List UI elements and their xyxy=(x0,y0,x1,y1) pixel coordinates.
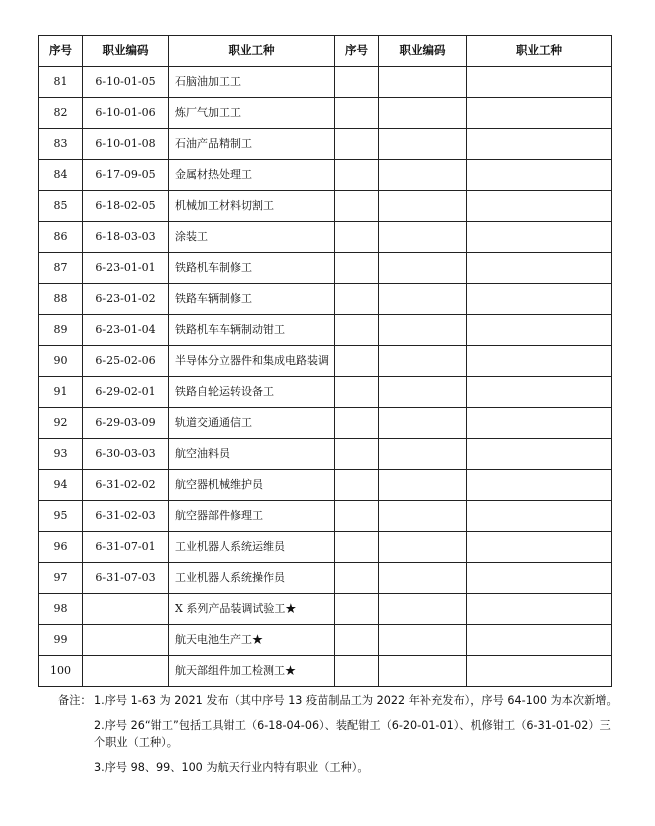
code-cell: 6-10-01-08 xyxy=(83,129,169,160)
occupation-cell xyxy=(169,470,335,501)
occupation-cell-empty xyxy=(467,501,612,532)
occupation-text: 石油产品精制工 xyxy=(175,137,252,151)
occupation-cell xyxy=(169,315,335,346)
table-row xyxy=(39,439,612,470)
occupation-text: 涂装工 xyxy=(175,230,208,244)
table-row xyxy=(39,501,612,532)
occupation-cell xyxy=(169,625,335,656)
serial-cell: 97 xyxy=(39,563,83,594)
occupation-cell-empty xyxy=(467,625,612,656)
table-row xyxy=(39,346,612,377)
table-body xyxy=(39,67,612,687)
code-cell: 6-25-02-06 xyxy=(83,346,169,377)
occupation-text: 轨道交通通信工 xyxy=(175,416,252,430)
code-cell: 6-23-01-02 xyxy=(83,284,169,315)
code-cell: 6-23-01-01 xyxy=(83,253,169,284)
serial-cell-empty xyxy=(335,222,379,253)
occupation-cell-empty xyxy=(467,346,612,377)
occupation-cell-empty xyxy=(467,563,612,594)
serial-cell-empty xyxy=(335,191,379,222)
code-cell xyxy=(83,625,169,656)
occupation-cell xyxy=(169,191,335,222)
occupation-text: 机械加工材料切割工 xyxy=(175,199,274,213)
occupation-cell-empty xyxy=(467,284,612,315)
code-cell: 6-31-02-02 xyxy=(83,470,169,501)
table-row xyxy=(39,408,612,439)
code-cell xyxy=(83,594,169,625)
occupation-text: 工业机器人系统操作员 xyxy=(175,571,285,585)
code-cell-empty xyxy=(379,253,467,284)
code-cell-empty xyxy=(379,315,467,346)
code-cell-empty xyxy=(379,532,467,563)
serial-cell: 100 xyxy=(39,656,83,687)
header-serial-left: 序号 xyxy=(39,36,83,67)
code-cell: 6-29-03-09 xyxy=(83,408,169,439)
code-cell-empty xyxy=(379,160,467,191)
table-row xyxy=(39,98,612,129)
table-row xyxy=(39,532,612,563)
occupation-cell-empty xyxy=(467,532,612,563)
serial-cell: 85 xyxy=(39,191,83,222)
occupation-cell xyxy=(169,222,335,253)
code-cell: 6-17-09-05 xyxy=(83,160,169,191)
code-cell-empty xyxy=(379,656,467,687)
code-cell: 6-30-03-03 xyxy=(83,439,169,470)
occupation-text: 铁路机车车辆制动钳工 xyxy=(175,323,285,337)
serial-cell: 88 xyxy=(39,284,83,315)
code-cell-empty xyxy=(379,470,467,501)
occupation-cell-empty xyxy=(467,129,612,160)
occupation-cell xyxy=(169,67,335,98)
occupation-cell-empty xyxy=(467,222,612,253)
serial-cell: 89 xyxy=(39,315,83,346)
serial-cell-empty xyxy=(335,346,379,377)
code-cell-empty xyxy=(379,346,467,377)
code-cell-empty xyxy=(379,625,467,656)
serial-cell-empty xyxy=(335,129,379,160)
note-text: 2.序号 26“钳工”包括工具钳工（6-18-04-06）、装配钳工（6-20-01-01）、机修钳工（6-31-01-02）三个职业（工种）。 xyxy=(94,719,611,749)
occupation-cell-empty xyxy=(467,67,612,98)
occupation-cell xyxy=(169,377,335,408)
occupation-cell xyxy=(169,501,335,532)
table-header-row xyxy=(39,36,612,67)
occupation-cell-empty xyxy=(467,656,612,687)
occupation-text: 航空油料员 xyxy=(175,447,230,461)
occupation-text: 铁路自轮运转设备工 xyxy=(175,385,274,399)
serial-cell-empty xyxy=(335,253,379,284)
serial-cell-empty xyxy=(335,408,379,439)
table-row xyxy=(39,563,612,594)
occupation-text: 铁路车辆制修工 xyxy=(175,292,252,306)
serial-cell: 81 xyxy=(39,67,83,98)
occupation-text: 航空器部件修理工 xyxy=(175,509,263,523)
table-row xyxy=(39,315,612,346)
serial-cell-empty xyxy=(335,284,379,315)
occupation-table xyxy=(38,35,612,687)
note-text: 1.序号 1-63 为 2021 发布（其中序号 13 疫苗制品工为 2022 年补充发布），序号 64-100 为本次新增。 xyxy=(94,694,618,707)
code-cell-empty xyxy=(379,594,467,625)
serial-cell-empty xyxy=(335,160,379,191)
occupation-cell-empty xyxy=(467,439,612,470)
code-cell-empty xyxy=(379,408,467,439)
occupation-text: 铁路机车制修工 xyxy=(175,261,252,275)
serial-cell-empty xyxy=(335,563,379,594)
occupation-cell xyxy=(169,284,335,315)
occupation-cell-empty xyxy=(467,408,612,439)
serial-cell: 86 xyxy=(39,222,83,253)
occupation-text: 石脑油加工工 xyxy=(175,75,241,89)
code-cell: 6-18-02-05 xyxy=(83,191,169,222)
serial-cell: 92 xyxy=(39,408,83,439)
occupation-cell xyxy=(169,160,335,191)
occupation-text: 航天电池生产工★ xyxy=(175,633,263,647)
occupation-cell-empty xyxy=(467,315,612,346)
serial-cell: 90 xyxy=(39,346,83,377)
code-cell-empty xyxy=(379,67,467,98)
table-row xyxy=(39,253,612,284)
header-code-left: 职业编码 xyxy=(83,36,169,67)
table-row xyxy=(39,129,612,160)
occupation-cell xyxy=(169,563,335,594)
serial-cell: 93 xyxy=(39,439,83,470)
serial-cell-empty xyxy=(335,532,379,563)
code-cell-empty xyxy=(379,191,467,222)
notes-label: 备注： xyxy=(58,694,92,707)
serial-cell: 91 xyxy=(39,377,83,408)
occupation-text: 工业机器人系统运维员 xyxy=(175,540,285,554)
serial-cell-empty xyxy=(335,67,379,98)
serial-cell: 99 xyxy=(39,625,83,656)
occupation-cell-empty xyxy=(467,253,612,284)
occupation-text: 半导体分立器件和集成电路装调 xyxy=(175,354,329,368)
occupation-text: 航空器机械维护员 xyxy=(175,478,263,492)
occupation-cell xyxy=(169,532,335,563)
occupation-cell xyxy=(169,129,335,160)
occupation-cell-empty xyxy=(467,377,612,408)
code-cell-empty xyxy=(379,222,467,253)
code-cell: 6-31-02-03 xyxy=(83,501,169,532)
code-cell: 6-18-03-03 xyxy=(83,222,169,253)
header-occupation-right: 职业工种 xyxy=(467,36,612,67)
note-item xyxy=(58,692,618,709)
code-cell-empty xyxy=(379,501,467,532)
serial-cell: 98 xyxy=(39,594,83,625)
table-row xyxy=(39,284,612,315)
serial-cell: 87 xyxy=(39,253,83,284)
serial-cell-empty xyxy=(335,470,379,501)
occupation-cell xyxy=(169,408,335,439)
note-item xyxy=(58,759,618,776)
occupation-cell xyxy=(169,346,335,377)
code-cell-empty xyxy=(379,284,467,315)
header-code-right: 职业编码 xyxy=(379,36,467,67)
code-cell: 6-31-07-03 xyxy=(83,563,169,594)
serial-cell: 94 xyxy=(39,470,83,501)
occupation-cell-empty xyxy=(467,191,612,222)
table-row xyxy=(39,470,612,501)
occupation-cell xyxy=(169,253,335,284)
serial-cell-empty xyxy=(335,656,379,687)
code-cell: 6-31-07-01 xyxy=(83,532,169,563)
serial-cell: 95 xyxy=(39,501,83,532)
occupation-cell xyxy=(169,98,335,129)
table-row xyxy=(39,377,612,408)
code-cell-empty xyxy=(379,377,467,408)
table-row xyxy=(39,594,612,625)
note-text: 3.序号 98、99、100 为航天行业内特有职业（工种）。 xyxy=(94,761,369,774)
occupation-cell-empty xyxy=(467,98,612,129)
occupation-cell xyxy=(169,594,335,625)
code-cell-empty xyxy=(379,563,467,594)
occupation-cell xyxy=(169,439,335,470)
serial-cell-empty xyxy=(335,315,379,346)
occupation-text: X 系列产品装调试验工★ xyxy=(175,602,297,616)
code-cell: 6-10-01-05 xyxy=(83,67,169,98)
table-row xyxy=(39,222,612,253)
code-cell: 6-23-01-04 xyxy=(83,315,169,346)
occupation-text: 航天部组件加工检测工★ xyxy=(175,664,296,678)
table-row xyxy=(39,67,612,98)
table-row xyxy=(39,160,612,191)
code-cell-empty xyxy=(379,129,467,160)
occupation-cell-empty xyxy=(467,594,612,625)
serial-cell-empty xyxy=(335,501,379,532)
serial-cell-empty xyxy=(335,439,379,470)
serial-cell-empty xyxy=(335,594,379,625)
occupation-text: 金属材热处理工 xyxy=(175,168,252,182)
header-serial-right: 序号 xyxy=(335,36,379,67)
serial-cell-empty xyxy=(335,377,379,408)
serial-cell: 96 xyxy=(39,532,83,563)
serial-cell-empty xyxy=(335,98,379,129)
occupation-cell-empty xyxy=(467,470,612,501)
code-cell-empty xyxy=(379,439,467,470)
occupation-cell-empty xyxy=(467,160,612,191)
notes-section xyxy=(58,692,618,784)
note-item xyxy=(58,717,618,751)
table-row xyxy=(39,191,612,222)
serial-cell-empty xyxy=(335,625,379,656)
code-cell: 6-10-01-06 xyxy=(83,98,169,129)
serial-cell: 84 xyxy=(39,160,83,191)
header-occupation-left: 职业工种 xyxy=(169,36,335,67)
code-cell xyxy=(83,656,169,687)
occupation-text: 炼厂气加工工 xyxy=(175,106,241,120)
code-cell-empty xyxy=(379,98,467,129)
occupation-cell xyxy=(169,656,335,687)
code-cell: 6-29-02-01 xyxy=(83,377,169,408)
table-row xyxy=(39,656,612,687)
serial-cell: 83 xyxy=(39,129,83,160)
serial-cell: 82 xyxy=(39,98,83,129)
table-row xyxy=(39,625,612,656)
